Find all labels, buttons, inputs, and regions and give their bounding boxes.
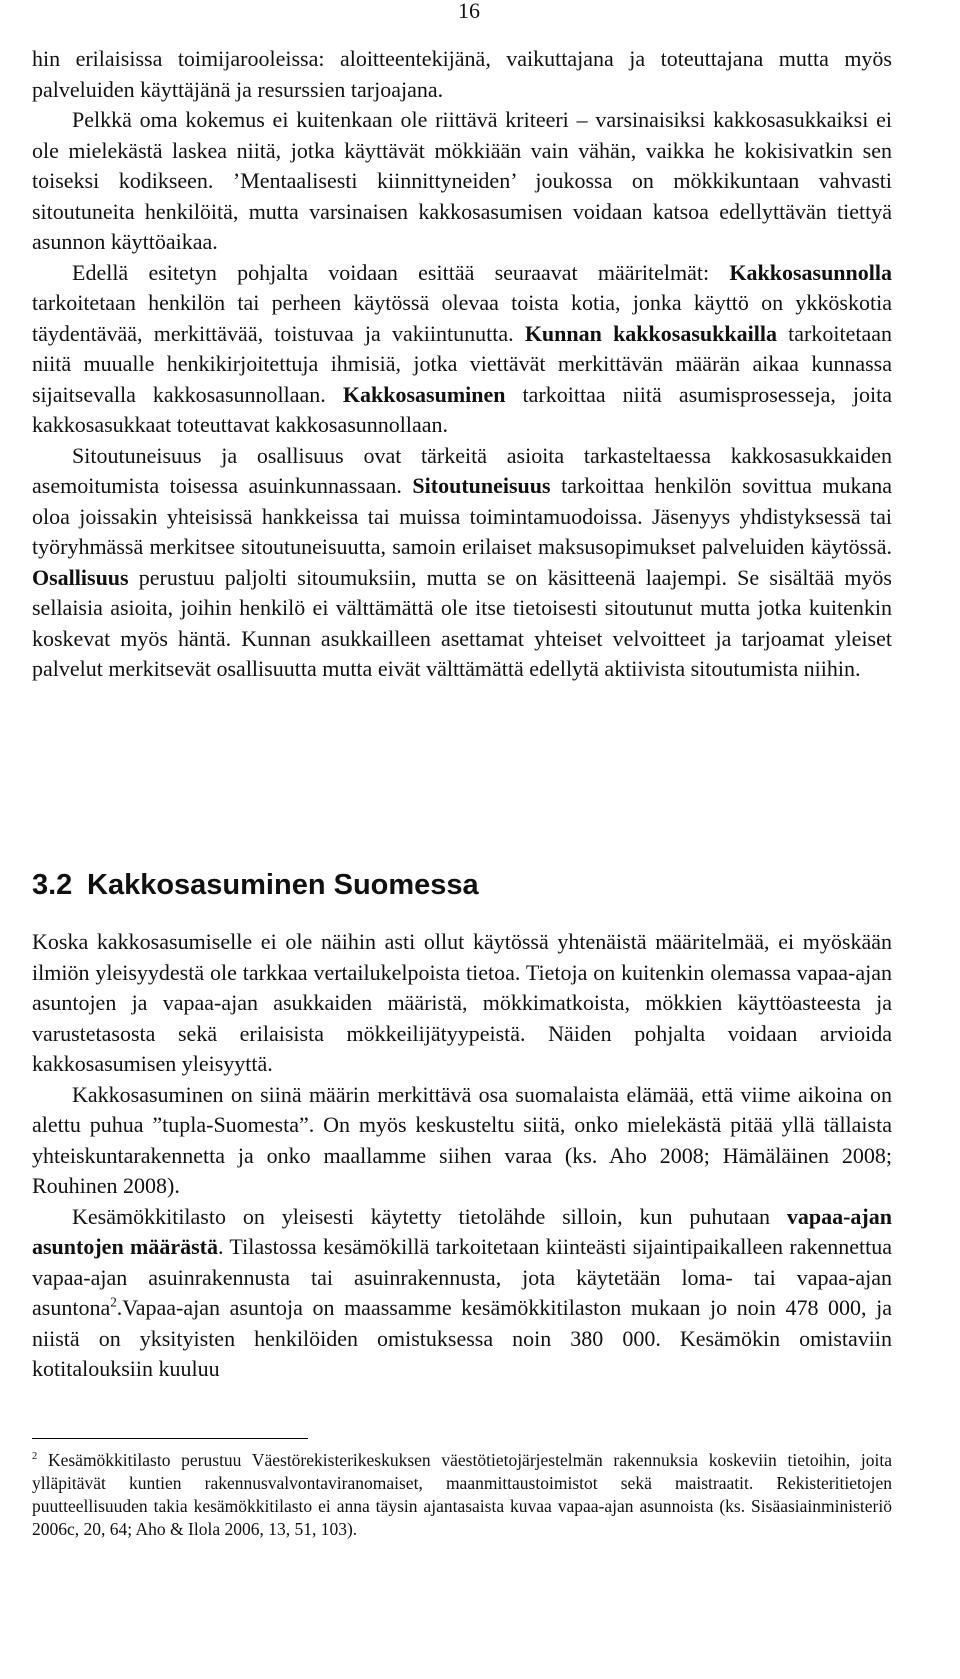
footnote-ref: 2 xyxy=(110,1294,117,1310)
paragraph xyxy=(32,258,892,441)
text-run: hin erilaisissa toimijarooleissa: aloitteentekijänä, vaikuttajana ja toteuttajana mutta myös palveluiden käyttäjänä ja resurssien tarjoajana. xyxy=(32,46,892,102)
footnote-divider xyxy=(32,1438,308,1439)
text-run: .Vapaa-ajan asuntoja on maassamme kesämökkitilaston mukaan jo noin 478 000, ja niistä on yksityisten henkilöiden omistuksessa noin 380 000. Kesämökin omistaviin kotitalouksiin kuuluu xyxy=(32,1295,892,1381)
section-number: 3.2 xyxy=(32,869,73,901)
section-3-2 xyxy=(32,868,892,1385)
paragraph xyxy=(32,44,892,105)
text-run: . Tilastossa kesämökillä tarkoitetaan kiinteästi sijaintipaikalleen rakennettua vapaa-ajan asuinrakennusta tai asuinrakennusta, jota käytetään loma- tai vapaa-ajan asuntona xyxy=(32,1234,892,1320)
page-number: 16 xyxy=(458,0,480,23)
text-run: tarkoitetaan niitä muualle henkikirjoitettuja ihmisiä, jotka viettävät merkittävän määrän aikaa kunnassa sijaitsevalla kakkosasunnollaan. xyxy=(32,320,892,407)
paragraph xyxy=(32,441,892,685)
text-run: perustuu paljolti sitoumuksiin, mutta se on käsitteenä laajempi. Se sisältää myös sellaisia asioita, joihin henkilö ei välttämättä ole itse tietoisesti sitoutunut mutta jotka kuitenkin koskevat myös häntä. Kunnan asukkailleen asettamat yhteiset velvoitteet ja tarjoamat yleiset palvelut merkitsevät osallisuutta mutta eivät välttämättä edellytä aktiivista sitoutumista niihin. xyxy=(32,564,892,681)
section-text xyxy=(32,927,892,1385)
text-run: tarkoittaa niitä asumisprosesseja, joita kakkosasukkaat toteuttavat kakkosasunnollaan. xyxy=(32,381,892,437)
section-title: Kakkosasuminen Suomessa xyxy=(87,869,479,901)
text-run: tarkoitetaan henkilön tai perheen käytössä olevaa toista kotia, jonka käyttö on ykköskotia täydentävää, merkittävää, toistuvaa ja vakiintunutta. xyxy=(32,290,892,346)
paragraph xyxy=(32,927,892,1080)
text-run: tarkoittaa henkilön sovittua mukana oloa joissakin yhteisissä hankkeissa tai muissa toimintamuodoissa. Jäsenyys yhdistyksessä tai työryhmässä merkitsee sitoutuneisuutta, samoin erilaiset maksusopimukset palveluiden käytössä. xyxy=(32,473,892,559)
footnote-text: Kesämökkitilasto perustuu Väestörekisterikeskuksen väestötietojärjestelmän rakennuksia koskeviin tietoihin, joita ylläpitävät kuntien rakennusvalvontaviranomaiset, maanmittaustoimistot sekä maistraatit. Rekisteritietojen puutteellisuuden takia kesämökkitilasto ei anna täysin ajantasaista kuvaa vapaa-ajan asunnoista (ks. Sisäasiainministeriö 2006c, 20, 64; Aho & Ilola 2006, 13, 51, 103). xyxy=(32,1450,892,1539)
section-heading xyxy=(32,868,892,902)
text-run: Sitoutuneisuus ja osallisuus ovat tärkeitä asioita tarkasteltaessa kakkosasukkaiden asemoitumista toisessa asuinkunnassaan. xyxy=(32,442,892,498)
text-run: Edellä esitetyn pohjalta voidaan esittää seuraavat määritelmät: xyxy=(72,259,730,285)
text-run: Koska kakkosasumiselle ei ole näihin asti ollut käytössä yhtenäistä määritelmää, ei myöskään ilmiön yleisyydestä ole tarkkaa vertailukelpoista tietoa. Tietoja on kuitenkin olemassa vapaa-ajan asuntojen ja vapaa-ajan asukkaiden määristä, mökkimatkoista, mökkien käyttöasteesta ja varustetasosta sekä erilaisista mökkeilijätyypeistä. Näiden pohjalta voidaan arvioida kakkosasumisen yleisyyttä. xyxy=(32,929,892,1076)
bold-term: Kunnan kakkosasukkailla xyxy=(524,320,777,346)
bold-term: Osallisuus xyxy=(32,564,129,590)
text-run: Kakkosasuminen on siinä määrin merkittävä osa suomalaista elämää, että viime aikoina on alettu puhua ”tupla-Suomesta”. On myös keskusteltu siitä, onko mielekästä pitää yllä tällaista yhteiskuntarakennetta ja onko maallamme siihen varaa (ks. Aho 2008; Hämäläinen 2008; Rouhinen 2008). xyxy=(32,1081,892,1198)
paragraph xyxy=(32,105,892,258)
paragraph xyxy=(32,1080,892,1202)
paragraph xyxy=(32,1202,892,1385)
bold-term: Kakkosasuminen xyxy=(342,381,506,407)
text-run: Pelkkä oma kokemus ei kuitenkaan ole riittävä kriteeri – varsinaisiksi kakkosasukkaiksi ei ole mielekästä laskea niitä, jotka käyttävät mökkiään vain vähän, vaikka he kokisivatkin sen toiseksi kodikseen. ’Mentaalisesti kiinnittyneiden’ joukossa on mökkikuntaan vahvasti sitoutuneita henkilöitä, mutta varsinaisen kakkosasumisen voidaan katsoa edellyttävän tiettyä asunnon käyttöaikaa. xyxy=(32,107,892,254)
body-text xyxy=(32,44,892,685)
bold-term: vapaa-ajan asuntojen määrästä xyxy=(32,1203,892,1259)
footnote xyxy=(32,1449,892,1541)
text-run: Kesämökkitilasto on yleisesti käytetty tietolähde silloin, kun puhutaan xyxy=(72,1203,787,1229)
bold-term: Sitoutuneisuus xyxy=(412,473,551,498)
footnote-marker: 2 xyxy=(32,1451,38,1463)
bold-term: Kakkosasunnolla xyxy=(729,259,892,285)
